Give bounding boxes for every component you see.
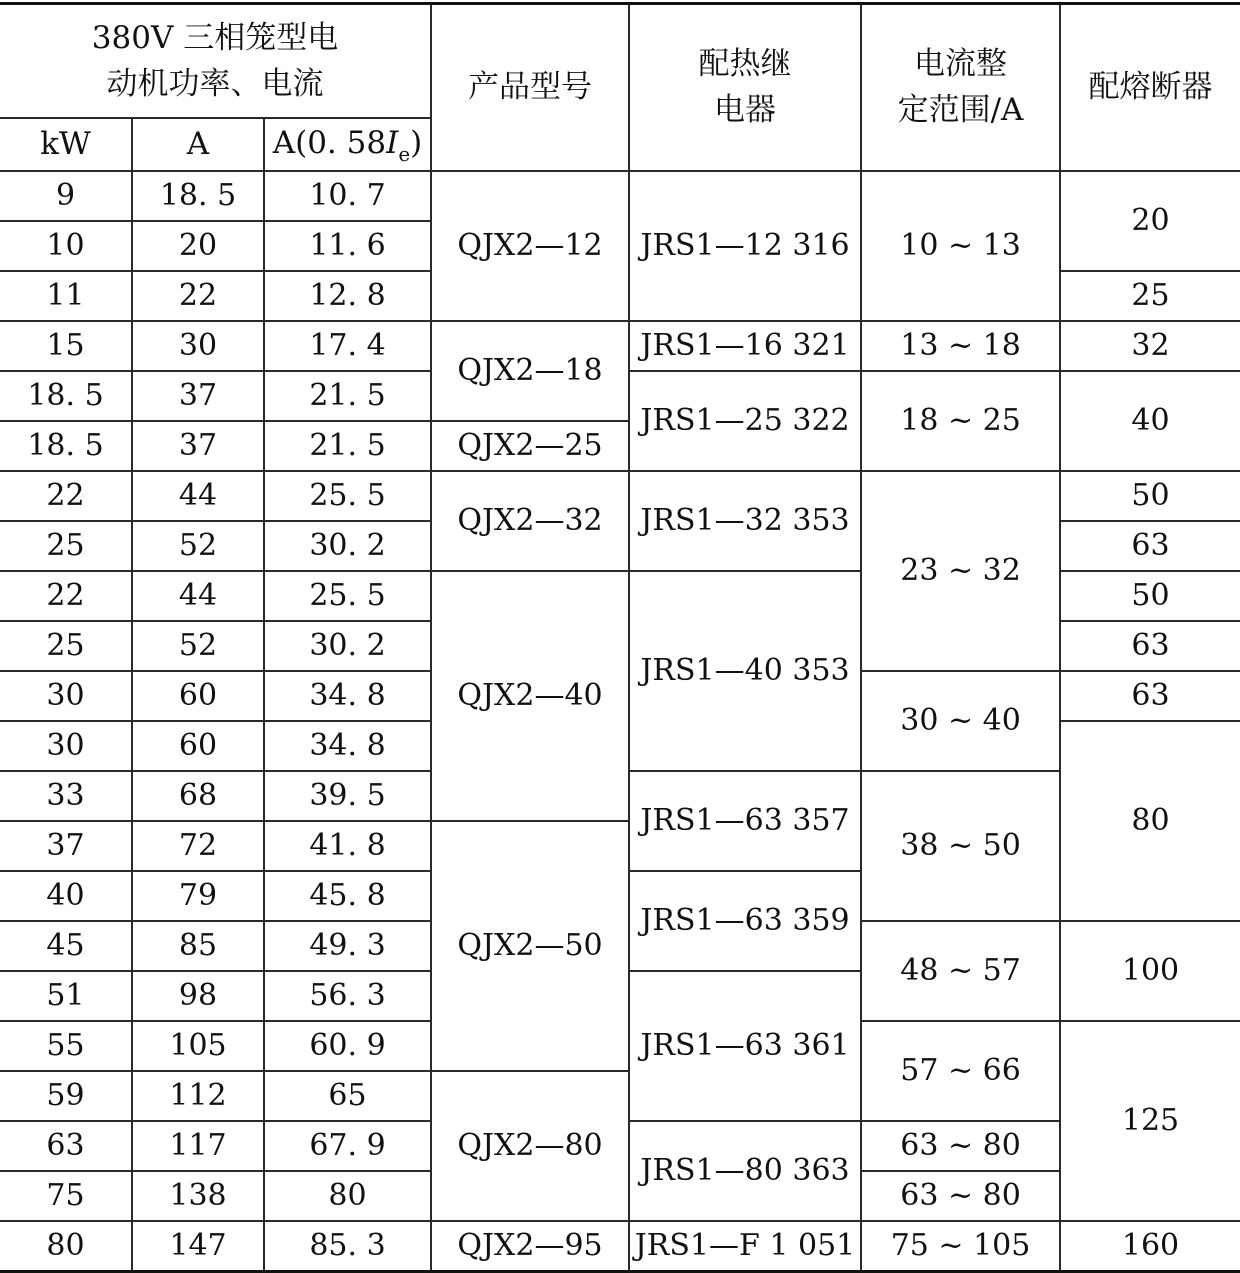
table-row <box>0 1221 1240 1272</box>
kw-cell: 18. 5 <box>0 421 132 471</box>
current-058-cell: 65 <box>264 1071 431 1121</box>
kw-cell: 40 <box>0 871 132 921</box>
fuse-cell: 25 <box>1060 271 1240 321</box>
current-058-header-subscript: e <box>398 141 411 166</box>
range-header-line-2: 定范围/A <box>897 92 1024 129</box>
range-header-line-1: 电流整 <box>914 46 1008 83</box>
relay-cell: JRS1—16 321 <box>629 321 861 371</box>
current-058-cell: 60. 9 <box>264 1021 431 1071</box>
fuse-cell: 100 <box>1060 921 1240 1021</box>
relay-cell: JRS1—63 359 <box>629 871 861 971</box>
current-cell: 44 <box>132 471 264 521</box>
current-cell: 85 <box>132 921 264 971</box>
current-cell: 147 <box>132 1221 264 1272</box>
fuse-cell: 160 <box>1060 1221 1240 1272</box>
current-cell: 138 <box>132 1171 264 1221</box>
current-cell: 52 <box>132 621 264 671</box>
current-cell: 79 <box>132 871 264 921</box>
current-058-cell: 21. 5 <box>264 371 431 421</box>
range-cell: 63 ~ 80 <box>861 1121 1060 1171</box>
relay-cell: JRS1—25 322 <box>629 371 861 471</box>
model-cell: QJX2—32 <box>431 471 629 571</box>
current-cell: 20 <box>132 221 264 271</box>
kw-cell: 9 <box>0 171 132 221</box>
table-row <box>0 471 1240 521</box>
kw-header: kW <box>0 118 132 171</box>
current-058-cell: 11. 6 <box>264 221 431 271</box>
range-cell: 10 ~ 13 <box>861 171 1060 321</box>
range-cell: 30 ~ 40 <box>861 671 1060 771</box>
current-058-cell: 25. 5 <box>264 471 431 521</box>
kw-cell: 59 <box>0 1071 132 1121</box>
model-cell: QJX2—95 <box>431 1221 629 1272</box>
relay-cell: JRS1—12 316 <box>629 171 861 321</box>
fuse-cell: 63 <box>1060 671 1240 721</box>
fuse-cell: 50 <box>1060 571 1240 621</box>
kw-cell: 45 <box>0 921 132 971</box>
current-058-cell: 25. 5 <box>264 571 431 621</box>
kw-cell: 33 <box>0 771 132 821</box>
relay-header-line-2: 电器 <box>714 92 777 129</box>
range-cell: 18 ~ 25 <box>861 371 1060 471</box>
relay-header <box>629 4 861 171</box>
kw-cell: 18. 5 <box>0 371 132 421</box>
current-cell: 60 <box>132 721 264 771</box>
relay-cell: JRS1—63 357 <box>629 771 861 871</box>
current-058-cell: 80 <box>264 1171 431 1221</box>
fuse-cell: 80 <box>1060 721 1240 921</box>
current-058-cell: 30. 2 <box>264 521 431 571</box>
kw-cell: 30 <box>0 721 132 771</box>
current-058-header-symbol: I <box>386 124 399 161</box>
current-cell: 37 <box>132 371 264 421</box>
current-header: A <box>132 118 264 171</box>
fuse-cell: 32 <box>1060 321 1240 371</box>
table-row <box>0 321 1240 371</box>
kw-cell: 37 <box>0 821 132 871</box>
current-cell: 117 <box>132 1121 264 1171</box>
relay-header-line-1: 配热继 <box>698 46 792 83</box>
current-cell: 68 <box>132 771 264 821</box>
relay-cell: JRS1—63 361 <box>629 971 861 1121</box>
model-cell: QJX2—25 <box>431 421 629 471</box>
motor-spec-table <box>0 2 1240 1273</box>
model-cell: QJX2—80 <box>431 1071 629 1221</box>
current-058-cell: 12. 8 <box>264 271 431 321</box>
current-058-cell: 34. 8 <box>264 721 431 771</box>
kw-cell: 11 <box>0 271 132 321</box>
current-058-cell: 10. 7 <box>264 171 431 221</box>
kw-cell: 63 <box>0 1121 132 1171</box>
relay-cell: JRS1—80 363 <box>629 1121 861 1221</box>
current-058-cell: 67. 9 <box>264 1121 431 1171</box>
current-cell: 44 <box>132 571 264 621</box>
current-058-header <box>264 118 431 171</box>
current-cell: 52 <box>132 521 264 571</box>
fuse-cell: 50 <box>1060 471 1240 521</box>
fuse-cell: 63 <box>1060 621 1240 671</box>
range-cell: 23 ~ 32 <box>861 471 1060 671</box>
range-cell: 48 ~ 57 <box>861 921 1060 1021</box>
current-058-header-suffix: ) <box>410 124 423 161</box>
fuse-cell: 63 <box>1060 521 1240 571</box>
kw-cell: 51 <box>0 971 132 1021</box>
range-header <box>861 4 1060 171</box>
model-cell: QJX2—50 <box>431 821 629 1071</box>
current-058-cell: 41. 8 <box>264 821 431 871</box>
current-cell: 112 <box>132 1071 264 1121</box>
table-row <box>0 171 1240 221</box>
kw-cell: 25 <box>0 621 132 671</box>
current-058-cell: 21. 5 <box>264 421 431 471</box>
motor-header-line-2: 动机功率、电流 <box>106 65 324 102</box>
kw-cell: 15 <box>0 321 132 371</box>
range-cell: 75 ~ 105 <box>861 1221 1060 1272</box>
relay-cell: JRS1—F 1 051 <box>629 1221 861 1272</box>
current-cell: 37 <box>132 421 264 471</box>
current-058-cell: 45. 8 <box>264 871 431 921</box>
kw-cell: 75 <box>0 1171 132 1221</box>
range-cell: 57 ~ 66 <box>861 1021 1060 1121</box>
fuse-cell: 20 <box>1060 171 1240 271</box>
model-cell: QJX2—12 <box>431 171 629 321</box>
kw-cell: 10 <box>0 221 132 271</box>
current-058-cell: 17. 4 <box>264 321 431 371</box>
current-058-cell: 56. 3 <box>264 971 431 1021</box>
fuse-cell: 125 <box>1060 1021 1240 1221</box>
current-058-cell: 34. 8 <box>264 671 431 721</box>
motor-header-line-1: 380V 三相笼型电 <box>91 19 339 56</box>
kw-cell: 22 <box>0 471 132 521</box>
current-cell: 30 <box>132 321 264 371</box>
current-058-cell: 49. 3 <box>264 921 431 971</box>
relay-cell: JRS1—40 353 <box>629 571 861 771</box>
fuse-header: 配熔断器 <box>1060 4 1240 171</box>
current-cell: 98 <box>132 971 264 1021</box>
current-058-cell: 85. 3 <box>264 1221 431 1272</box>
model-header: 产品型号 <box>431 4 629 171</box>
kw-cell: 55 <box>0 1021 132 1071</box>
motor-power-current-header <box>0 4 431 118</box>
fuse-cell: 40 <box>1060 371 1240 471</box>
range-cell: 38 ~ 50 <box>861 771 1060 921</box>
model-cell: QJX2—40 <box>431 571 629 821</box>
current-058-cell: 30. 2 <box>264 621 431 671</box>
current-cell: 22 <box>132 271 264 321</box>
relay-cell: JRS1—32 353 <box>629 471 861 571</box>
range-cell: 63 ~ 80 <box>861 1171 1060 1221</box>
current-058-cell: 39. 5 <box>264 771 431 821</box>
kw-cell: 25 <box>0 521 132 571</box>
current-058-header-prefix: A(0. 58 <box>272 124 387 161</box>
kw-cell: 22 <box>0 571 132 621</box>
header-row-1 <box>0 4 1240 118</box>
kw-cell: 30 <box>0 671 132 721</box>
current-cell: 60 <box>132 671 264 721</box>
model-cell: QJX2—18 <box>431 321 629 421</box>
range-cell: 13 ~ 18 <box>861 321 1060 371</box>
current-cell: 105 <box>132 1021 264 1071</box>
kw-cell: 80 <box>0 1221 132 1272</box>
current-cell: 18. 5 <box>132 171 264 221</box>
current-cell: 72 <box>132 821 264 871</box>
